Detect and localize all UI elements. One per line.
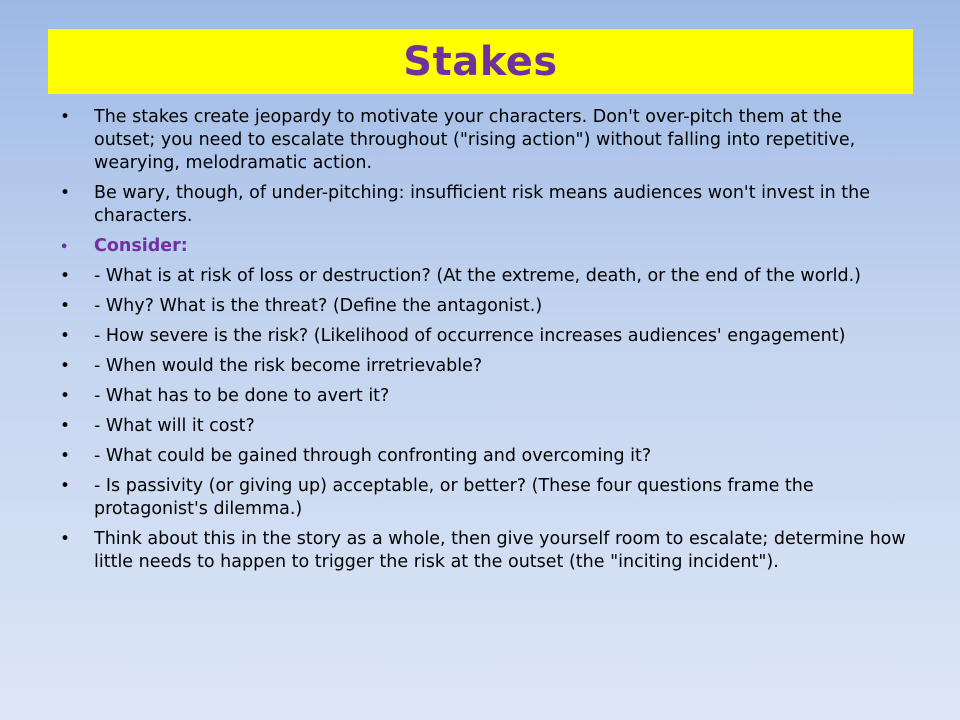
bullet-dot-icon: • — [60, 240, 69, 255]
bullet-dot-icon: • — [60, 476, 71, 496]
bullet-item — [58, 445, 908, 468]
bullet-text: Be wary, though, of under-pitching: insufficient risk means audiences won't invest in the characters. — [94, 183, 871, 226]
bullet-dot-icon: • — [60, 356, 71, 376]
bullet-dot-icon: • — [60, 326, 71, 346]
bullet-item — [58, 528, 908, 574]
bullet-item — [58, 182, 908, 228]
bullet-text: The stakes create jeopardy to motivate your characters. Don't over-pitch them at the outset; you need to escalate throughout ("rising action") without falling into repetitive, wearying, melodramatic action. — [94, 107, 856, 173]
bullet-dot-icon: • — [60, 416, 71, 436]
bullet-text: - What will it cost? — [94, 416, 255, 436]
bullet-list — [58, 106, 908, 581]
bullet-item-consider — [58, 235, 908, 258]
bullet-text: Consider: — [94, 236, 188, 256]
bullet-item — [58, 385, 908, 408]
bullet-item — [58, 106, 908, 175]
bullet-item — [58, 295, 908, 318]
bullet-item — [58, 265, 908, 288]
bullet-text: Think about this in the story as a whole, then give yourself room to escalate; determine how little needs to happen to trigger the risk at the outset (the "inciting incident"). — [94, 529, 906, 572]
bullet-dot-icon: • — [60, 529, 71, 549]
bullet-item — [58, 325, 908, 348]
bullet-text: - How severe is the risk? (Likelihood of occurrence increases audiences' engagement) — [94, 326, 846, 346]
bullet-item — [58, 475, 908, 521]
bullet-dot-icon: • — [60, 183, 71, 203]
bullet-dot-icon: • — [60, 107, 71, 127]
bullet-dot-icon: • — [60, 446, 71, 466]
bullet-text: - What has to be done to avert it? — [94, 386, 390, 406]
bullet-text: - Why? What is the threat? (Define the antagonist.) — [94, 296, 543, 316]
bullet-dot-icon: • — [60, 386, 71, 406]
bullet-text: - What is at risk of loss or destruction? (At the extreme, death, or the end of the world.) — [94, 266, 862, 286]
bullet-item — [58, 415, 908, 438]
bullet-text: - What could be gained through confronting and overcoming it? — [94, 446, 652, 466]
bullet-dot-icon: • — [60, 266, 71, 286]
bullet-item — [58, 355, 908, 378]
bullet-dot-icon: • — [60, 296, 71, 316]
slide-title: Stakes — [403, 38, 558, 85]
bullet-text: - When would the risk become irretrievable? — [94, 356, 483, 376]
title-banner — [48, 29, 913, 94]
bullet-text: - Is passivity (or giving up) acceptable, or better? (These four questions frame the protagonist's dilemma.) — [94, 476, 814, 519]
